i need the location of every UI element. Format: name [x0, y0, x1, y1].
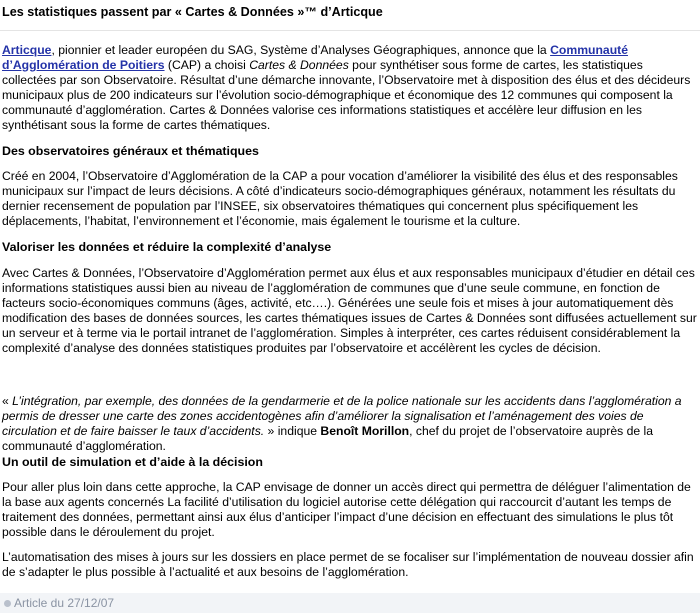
quote-mid: » indique	[264, 424, 321, 438]
article-footer	[0, 593, 700, 613]
section-simulation-text-1: Pour aller plus loin dans cette approche, la CAP envisage de donner un accès direct qui permettra de déléguer l’alimentation de la base aux agents concernés La facilité d’utilisation du logiciel autorise cette délégation qui raccourcit d’autant les temps de traitement des données, permettant ainsi aux élus d’anticiper l’impact d’une décision en effectuant des simulations le plus tôt possible dans le déroulement du projet.	[2, 480, 691, 539]
product-name: Cartes & Données	[249, 58, 349, 72]
section-valoriser-text: Avec Cartes & Données, l’Observatoire d’Agglomération permet aux élus et aux responsables municipaux d’étudier en détail ces informations statistiques aussi bien au niveau de l’agglomération de communes que d’une seule commune, en fonction de facteurs socio-économiques communs (âges, activité, etc….). Générées une seule fois et mises à jour automatiquement dès modification des bases de données sources, les cartes thématiques issues de Cartes & Données sont diffusées actuellement sur un serveur et à terme via le portail intranet de l’agglomération. Simples à interpréter, ces cartes réduisent considérablement la complexité d’analyse des données statistiques produites par l’observatoire et accélèrent les cycles de décision.	[2, 266, 697, 355]
section-observatoires-text: Créé en 2004, l’Observatoire d’Agglomération de la CAP a pour vocation d’améliorer la visibilité des élus et des responsables municipaux sur l’impact de leurs décisions. A côté d’indicateurs socio-démographiques généraux, notamment les résultats du dernier recensement de population par l’INSEE, six observatoires thématiques qui concernent plus spécifiquement les déplacements, l’habitat, l’environnement et l’économie, mais également le tourisme et la culture.	[2, 169, 678, 228]
quote-open: «	[2, 394, 13, 408]
quote-end: , chef du projet de l’observatoire auprès de la communauté d’agglomération.	[2, 424, 654, 453]
intro-text-1: , pionnier et leader européen du SAG, Système d’Analyses Géographiques, annonce que la	[51, 43, 551, 57]
intro-text-2: (CAP) a choisi	[164, 58, 250, 72]
title-divider	[0, 30, 700, 33]
section-simulation-text-2: L’automatisation des mises à jours sur les dossiers en place permet de se focaliser sur l’implémentation de nouveau dossier afin de s’adapter le plus possible à l’actualité et aux besoins de l’agglomération.	[2, 550, 694, 579]
section-heading-observatoires: Des observatoires généraux et thématiques	[2, 144, 259, 158]
quote-author: Benoît Morillon	[320, 424, 410, 438]
section-heading-valoriser: Valoriser les données et réduire la complexité d’analyse	[2, 240, 332, 254]
article-date: Article du 27/12/07	[14, 596, 115, 610]
intro-paragraph	[2, 43, 698, 133]
bullet-icon	[4, 600, 11, 607]
quote-text: L’intégration, par exemple, des données de la gendarmerie et de la police nationale sur les accidents dans l’agglomération a permis de dresser une carte des zones accidentogènes afin d’améliorer la signalisation et l’aménagement des voies de circulation et de faire baisser le taux d’accidents.	[2, 394, 682, 438]
quote-paragraph	[2, 394, 698, 454]
intro-text-3: pour synthétiser sous forme de cartes, les statistiques collectées par son Observatoire. Résultat d’une démarche innovante, l’Observatoire met à disposition des élus et des décideurs municipaux plus de 200 indicateurs sur l’évolution socio-démographique et économique des 12 communes qui composent la communauté d’agglomération. Cartes & Données valorise ces informations statistiques et accélère leur diffusion en les synthétisant sous la forme de cartes thématiques.	[2, 58, 691, 132]
articque-link[interactable]: Articque	[2, 43, 52, 57]
communaute-poitiers-link[interactable]: Communauté d’Agglomération de Poitiers	[2, 43, 628, 72]
article-title: Les statistiques passent par « Cartes & Données »™ d’Articque	[2, 5, 383, 19]
section-heading-simulation: Un outil de simulation et d’aide à la décision	[2, 455, 263, 469]
